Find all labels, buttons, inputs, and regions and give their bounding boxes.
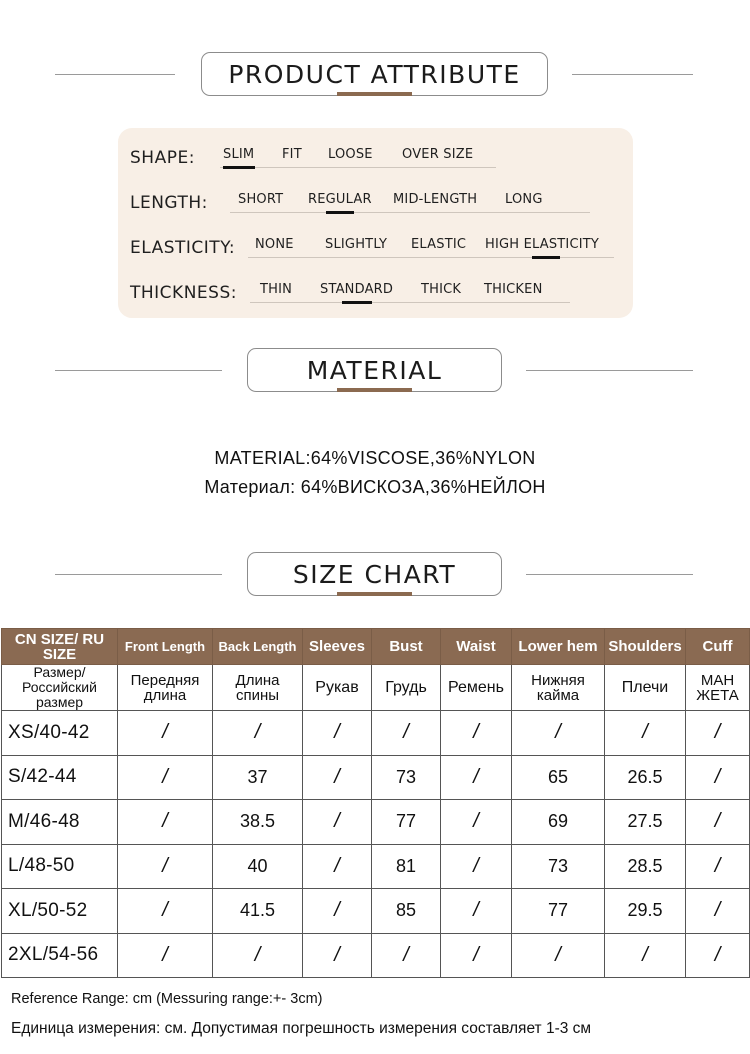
column-header: Waist xyxy=(441,629,512,665)
measurement-cell: / xyxy=(512,933,605,978)
attribute-option: THIN xyxy=(260,282,293,297)
measurement-cell: 77 xyxy=(512,889,605,934)
measurement-cell: / xyxy=(303,711,372,756)
divider-left xyxy=(55,370,222,371)
attribute-option: HIGH ELASTICITY xyxy=(485,237,600,252)
measurement-cell: / xyxy=(686,844,750,889)
column-header: Lower hem xyxy=(512,629,605,665)
column-header-ru: Плечи xyxy=(605,665,686,711)
measurement-cell: / xyxy=(118,889,213,934)
attribute-option: LOOSE xyxy=(328,147,373,162)
measurement-cell: / xyxy=(605,711,686,756)
measurement-cell: / xyxy=(686,933,750,978)
measurement-cell: 27.5 xyxy=(605,800,686,845)
measurement-cell: / xyxy=(372,933,441,978)
measurement-cell: / xyxy=(213,711,303,756)
measurement-cell: 38.5 xyxy=(213,800,303,845)
table-row xyxy=(2,933,750,978)
header-row-en xyxy=(2,629,750,665)
column-header-ru: МАН ЖЕТА xyxy=(686,665,750,711)
column-header: Sleeves xyxy=(303,629,372,665)
selected-marker xyxy=(532,256,560,259)
measurement-cell: / xyxy=(441,933,512,978)
measurement-cell: 73 xyxy=(512,844,605,889)
measurement-cell: / xyxy=(118,844,213,889)
column-header: Back Length xyxy=(213,629,303,665)
attribute-option: THICK xyxy=(421,282,462,297)
attribute-option: SLIM xyxy=(223,147,255,162)
column-header: CN SIZE/ RU SIZE xyxy=(2,629,118,665)
divider-right xyxy=(572,74,693,75)
measurement-cell: / xyxy=(441,844,512,889)
measurement-cell: 81 xyxy=(372,844,441,889)
attribute-option: REGULAR xyxy=(308,192,372,207)
measurement-cell: / xyxy=(441,889,512,934)
measurement-cell: / xyxy=(441,800,512,845)
measurement-cell: / xyxy=(118,933,213,978)
measurement-cell: 73 xyxy=(372,755,441,800)
header-row-ru xyxy=(2,665,750,711)
attribute-option: MID-LENGTH xyxy=(393,192,478,207)
column-header: Cuff xyxy=(686,629,750,665)
measurement-cell: / xyxy=(441,711,512,756)
selected-marker xyxy=(223,166,255,169)
table-row xyxy=(2,844,750,889)
measurement-cell: 77 xyxy=(372,800,441,845)
measurement-cell: / xyxy=(118,800,213,845)
product-attribute-header xyxy=(0,52,750,102)
size-cell: 2XL/54-56 xyxy=(2,933,118,978)
table-row xyxy=(2,800,750,845)
section-title: SIZE CHART xyxy=(247,552,502,596)
selected-marker xyxy=(342,301,372,304)
measurement-cell: / xyxy=(605,933,686,978)
measurement-cell: 37 xyxy=(213,755,303,800)
title-accent xyxy=(337,388,412,392)
column-header-ru: Нижняя кайма xyxy=(512,665,605,711)
measurement-cell: / xyxy=(686,711,750,756)
table-row xyxy=(2,755,750,800)
attribute-option: LONG xyxy=(505,192,543,207)
material-header xyxy=(0,348,750,398)
title-accent xyxy=(337,92,412,96)
material-ru: Материал: 64%ВИСКОЗА,36%НЕЙЛОН xyxy=(204,477,546,497)
attribute-row-shape xyxy=(130,138,610,168)
divider-left xyxy=(55,74,175,75)
attribute-option: SLIGHTLY xyxy=(325,237,388,252)
measurement-cell: 29.5 xyxy=(605,889,686,934)
attribute-label: ELASTICITY: xyxy=(130,238,236,258)
size-cell: XS/40-42 xyxy=(2,711,118,756)
measurement-cell: / xyxy=(303,800,372,845)
attribute-option: NONE xyxy=(255,237,294,252)
measurement-cell: / xyxy=(303,933,372,978)
column-header-ru: Грудь xyxy=(372,665,441,711)
measurement-cell: 41.5 xyxy=(213,889,303,934)
table-row xyxy=(2,711,750,756)
size-chart-header xyxy=(0,552,750,602)
section-title: PRODUCT ATTRIBUTE xyxy=(201,52,548,96)
column-header-ru: Передняя длина xyxy=(118,665,213,711)
measurement-cell: / xyxy=(118,711,213,756)
column-header-ru: Ремень xyxy=(441,665,512,711)
attribute-option: FIT xyxy=(282,147,302,162)
size-cell: S/42-44 xyxy=(2,755,118,800)
reference-range-en: Reference Range: cm (Messuring range:+- 3cm) xyxy=(11,991,323,1007)
column-header-ru: Рукав xyxy=(303,665,372,711)
measurement-cell: 40 xyxy=(213,844,303,889)
column-header: Front Length xyxy=(118,629,213,665)
column-header: Shoulders xyxy=(605,629,686,665)
measurement-cell: / xyxy=(686,755,750,800)
divider-right xyxy=(526,574,693,575)
title-accent xyxy=(337,592,412,596)
measurement-cell: / xyxy=(686,800,750,845)
divider-right xyxy=(526,370,693,371)
attribute-row-elasticity xyxy=(130,228,630,258)
size-cell: M/46-48 xyxy=(2,800,118,845)
measurement-cell: 65 xyxy=(512,755,605,800)
attribute-option: THICKEN xyxy=(484,282,543,297)
material-en: MATERIAL:64%VISCOSE,36%NYLON xyxy=(214,448,536,468)
measurement-cell: / xyxy=(303,844,372,889)
size-cell: L/48-50 xyxy=(2,844,118,889)
attribute-baseline xyxy=(220,167,496,168)
measurement-cell: / xyxy=(686,889,750,934)
column-header: Bust xyxy=(372,629,441,665)
measurement-cell: / xyxy=(372,711,441,756)
measurement-cell: 69 xyxy=(512,800,605,845)
size-cell: XL/50-52 xyxy=(2,889,118,934)
measurement-cell: 28.5 xyxy=(605,844,686,889)
measurement-cell: / xyxy=(303,755,372,800)
attribute-panel xyxy=(118,128,633,318)
measurement-cell: / xyxy=(118,755,213,800)
table-row xyxy=(2,889,750,934)
attribute-row-thickness xyxy=(130,273,610,303)
measurement-cell: / xyxy=(213,933,303,978)
selected-marker xyxy=(326,211,354,214)
attribute-option: ELASTIC xyxy=(411,237,467,252)
column-header-ru: Длина спины xyxy=(213,665,303,711)
reference-range-ru: Единица измерения: см. Допустимая погрешность измерения составляет 1-3 см xyxy=(11,1020,592,1037)
attribute-row-length xyxy=(130,183,610,213)
measurement-cell: / xyxy=(303,889,372,934)
attribute-baseline xyxy=(250,302,570,303)
attribute-option: SHORT xyxy=(238,192,284,207)
attribute-label: SHAPE: xyxy=(130,148,195,168)
column-header-ru: Размер/ Российский размер xyxy=(2,665,118,711)
measurement-cell: / xyxy=(441,755,512,800)
section-title: MATERIAL xyxy=(247,348,502,392)
attribute-option: STANDARD xyxy=(320,282,394,297)
attribute-label: THICKNESS: xyxy=(130,283,237,303)
measurement-cell: / xyxy=(512,711,605,756)
attribute-label: LENGTH: xyxy=(130,193,208,213)
attribute-option: OVER SIZE xyxy=(402,147,474,162)
attribute-baseline xyxy=(230,212,590,213)
size-chart-table xyxy=(1,628,750,978)
divider-left xyxy=(55,574,222,575)
measurement-cell: 26.5 xyxy=(605,755,686,800)
measurement-cell: 85 xyxy=(372,889,441,934)
